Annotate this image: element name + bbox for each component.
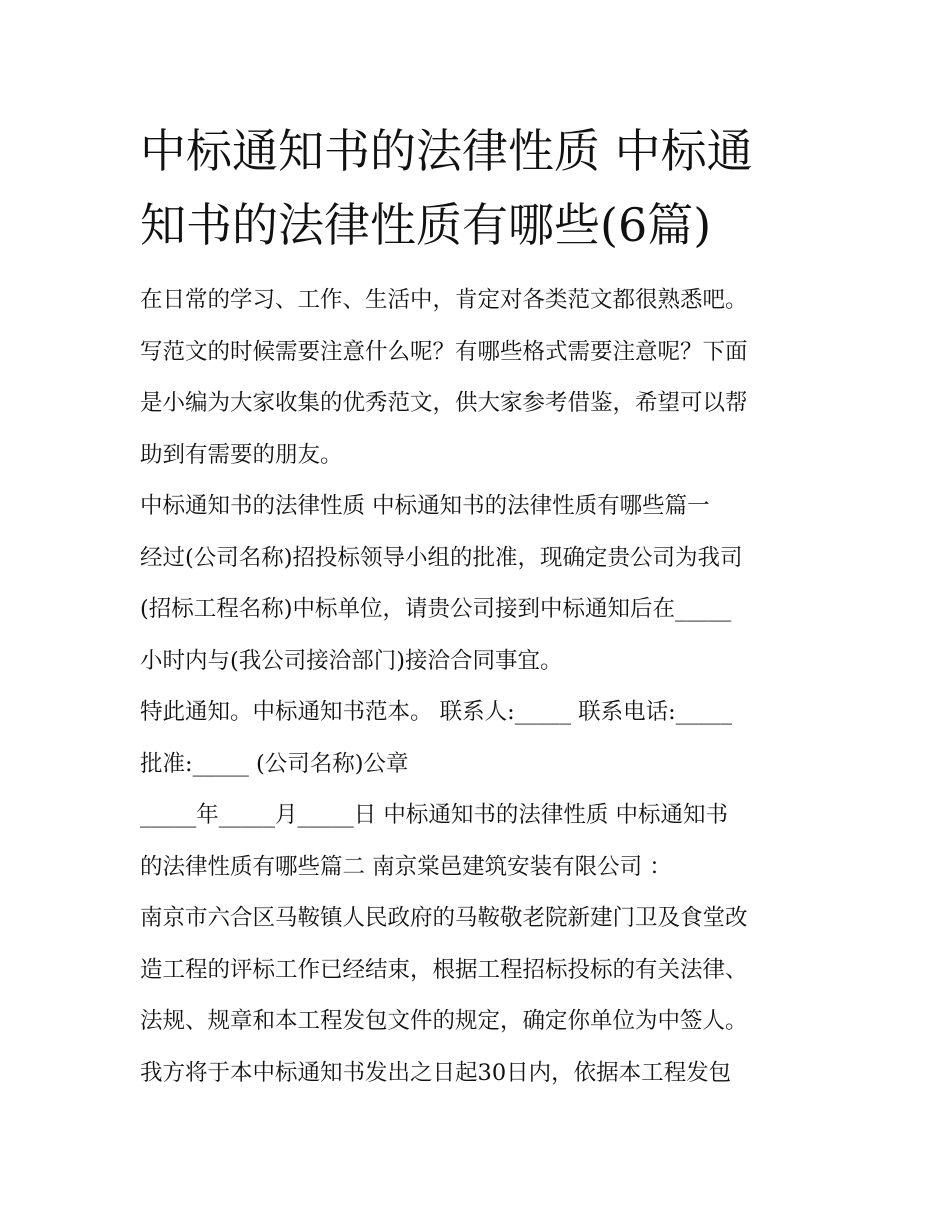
body-line: 南京市六合区马鞍镇人民政府的马鞍敬老院新建门卫及食堂改 (140, 905, 748, 931)
body-line: 造工程的评标工作已经结束，根据工程招标投标的有关法律、 (140, 956, 748, 983)
document-body (140, 278, 830, 1102)
approval-line: 批准:_____ (公司名称)公章 (140, 750, 409, 777)
contact-line: 特此通知。中标通知书范本。 联系人:_____ 联系电话:_____ (140, 699, 732, 725)
body-line: 写范文的时候需要注意什么呢？有哪些格式需要注意呢？下面 (140, 338, 748, 365)
body-line: 助到有需要的朋友。 (140, 441, 343, 468)
body-line: 我方将于本中标通知书发出之日起30日内，依据本工程发包 (140, 1059, 732, 1086)
document-title (140, 114, 830, 262)
title-line: 知书的法律性质有哪些(6篇) (140, 198, 712, 252)
body-line: 的法律性质有哪些篇二 南京棠邑建筑安装有限公司 ： (140, 853, 672, 880)
body-line: (招标工程名称)中标单位，请贵公司接到中标通知后在_____ (140, 596, 732, 622)
body-line: 是小编为大家收集的优秀范文，供大家参考借鉴，希望可以帮 (140, 390, 748, 416)
body-line: 在日常的学习、工作、生活中，肯定对各类范文都很熟悉吧。 (140, 287, 748, 313)
body-line: 小时内与(我公司接洽部门)接洽合同事宜。 (140, 647, 563, 674)
section-heading-line: 中标通知书的法律性质 中标通知书的法律性质有哪些篇一 (140, 493, 710, 519)
body-line: 法规、规章和本工程发包文件的规定，确定你单位为中签人。 (140, 1008, 748, 1034)
date-line: _____年_____月_____日 中标通知书的法律性质 中标通知书 (140, 802, 729, 828)
body-line: 经过(公司名称)招投标领导小组的批准，现确定贵公司为我司 (140, 544, 743, 571)
title-line: 中标通知书的法律性质 中标通 (140, 124, 753, 178)
